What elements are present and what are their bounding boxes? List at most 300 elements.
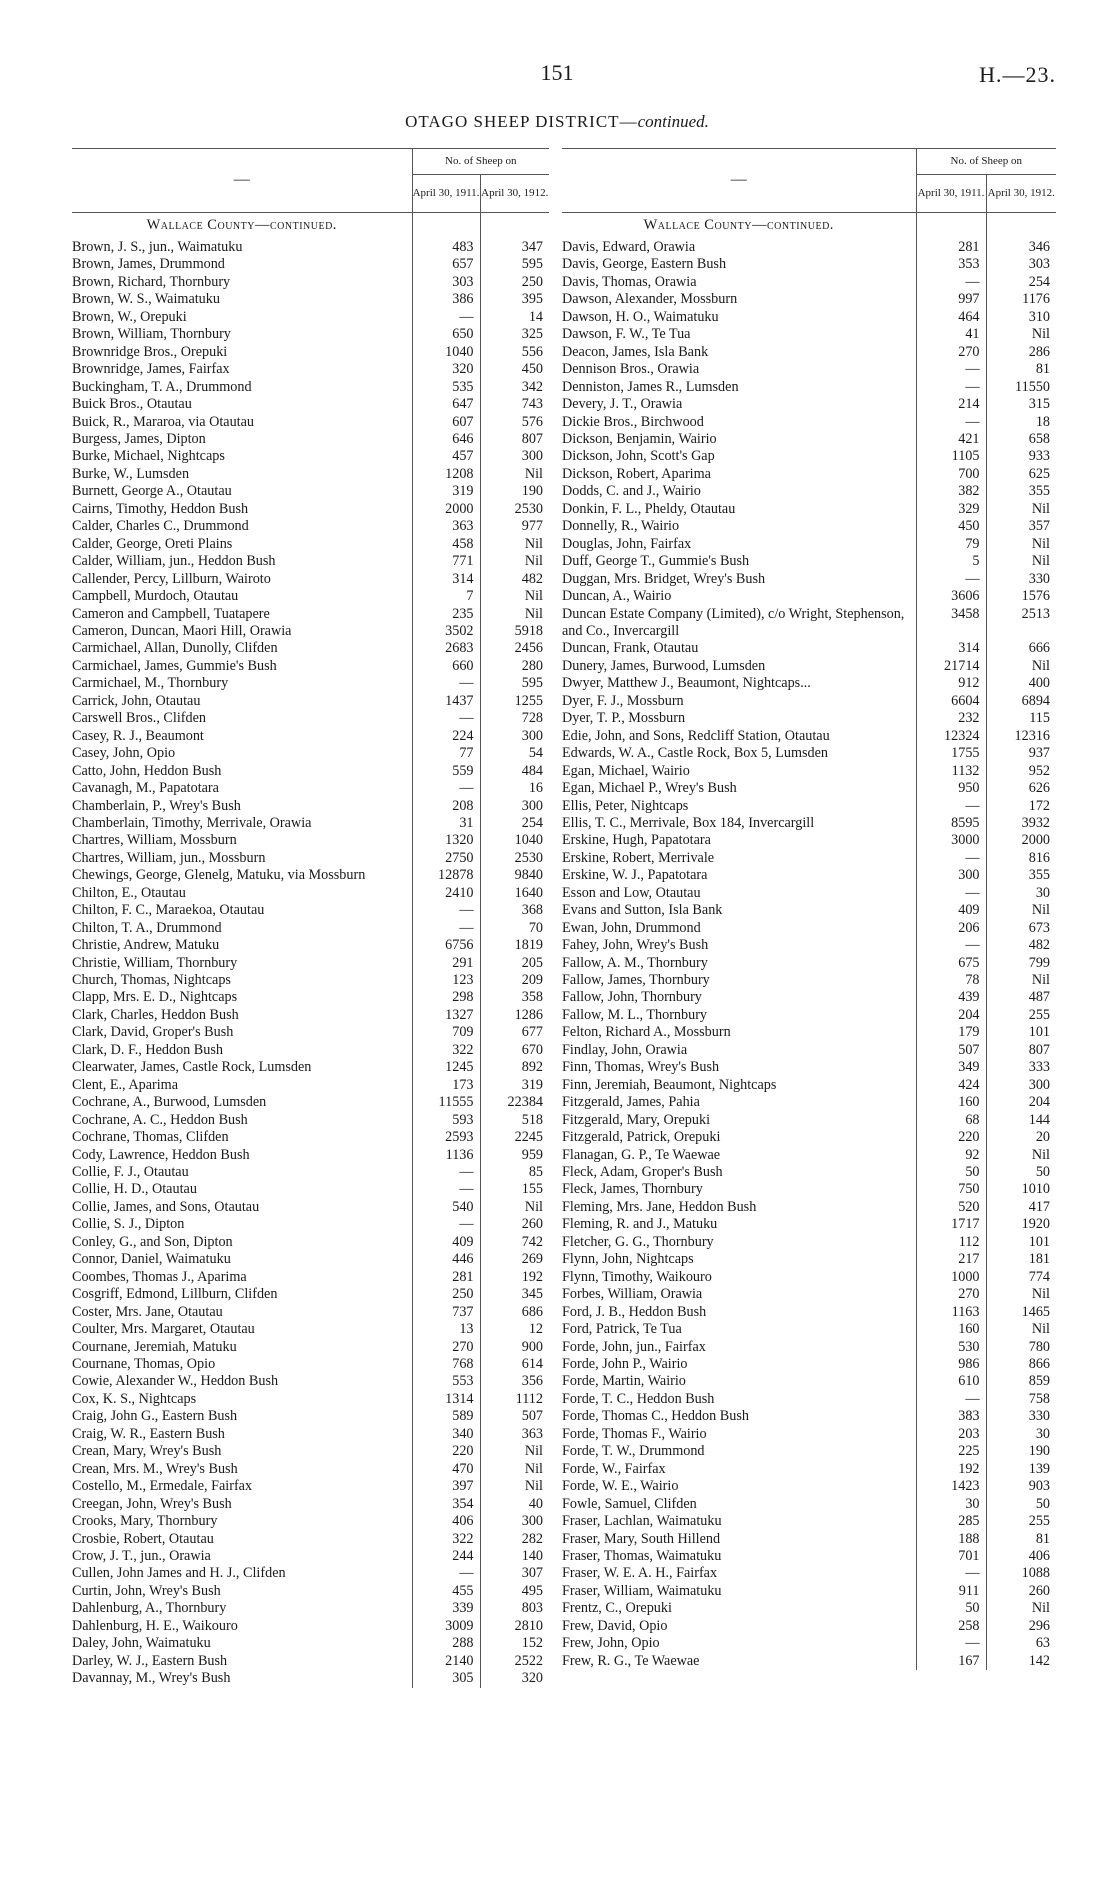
sheep-1911-cell: 204 — [916, 1007, 986, 1024]
holder-name-cell — [562, 466, 916, 483]
holder-name-cell — [72, 832, 412, 849]
table-row — [72, 606, 549, 623]
sheep-1911-cell: 450 — [916, 518, 986, 535]
sheep-1911-cell: 2683 — [412, 640, 480, 657]
sheep-1911-cell: 78 — [916, 972, 986, 989]
holder-name: Calder, William, jun., Heddon Bush — [72, 553, 279, 569]
table-row — [72, 1583, 549, 1600]
holder-name: Cowie, Alexander W., Heddon Bush — [72, 1373, 281, 1389]
sheep-1911-cell: — — [412, 1565, 480, 1582]
sheep-1912-cell: 172 — [986, 798, 1056, 815]
holder-name: Donnelly, R., Wairio — [562, 518, 682, 534]
table-row — [72, 850, 549, 867]
sheep-1911-cell: 220 — [916, 1129, 986, 1146]
holder-name: Collie, James, and Sons, Otautau — [72, 1199, 262, 1215]
name-header: — — [233, 171, 250, 189]
table-row — [562, 553, 1056, 570]
sheep-1912-cell: 40 — [480, 1496, 549, 1513]
holder-name-cell — [562, 553, 916, 570]
sheep-1911-cell: 535 — [412, 379, 480, 396]
holder-name: Dyer, T. P., Mossburn — [562, 710, 688, 726]
holder-name-cell — [562, 1565, 916, 1582]
holder-name-cell — [562, 501, 916, 518]
sheep-1911-cell: 50 — [916, 1164, 986, 1181]
sheep-1911-cell: 911 — [916, 1583, 986, 1600]
holder-name: Ford, J. B., Heddon Bush — [562, 1304, 709, 1320]
sheep-1911-cell: 217 — [916, 1251, 986, 1268]
sheep-1912-cell: 300 — [480, 1513, 549, 1530]
name-header: — — [730, 171, 747, 189]
holder-name: Erskine, W. J., Papatotara — [562, 867, 710, 883]
holder-name: Frentz, C., Orepuki — [562, 1600, 675, 1616]
sheep-1912-cell: Nil — [480, 536, 549, 553]
sheep-1912-cell: 799 — [986, 955, 1056, 972]
table-row — [72, 815, 549, 832]
sheep-1911-cell: 1163 — [916, 1304, 986, 1321]
table-row — [562, 1304, 1056, 1321]
holder-name: Frew, David, Opio — [562, 1618, 670, 1634]
table-row — [72, 902, 549, 919]
sheep-1911-cell: 179 — [916, 1024, 986, 1041]
sheep-1911-cell: 339 — [412, 1600, 480, 1617]
sheep-1911-cell: 464 — [916, 309, 986, 326]
sheep-1912-cell: 933 — [986, 448, 1056, 465]
holder-name: Fraser, W. E. A. H., Fairfax — [562, 1565, 720, 1581]
holder-name: Ellis, T. C., Merrivale, Box 184, Invercargill — [562, 815, 817, 831]
table-row — [562, 1496, 1056, 1513]
sheep-1912-cell: 356 — [480, 1373, 549, 1390]
holder-name: Fallow, M. L., Thornbury — [562, 1007, 710, 1023]
table-row — [72, 431, 549, 448]
sheep-1911-cell: 701 — [916, 1548, 986, 1565]
holder-name: Dahlenburg, H. E., Waikouro — [72, 1618, 241, 1634]
table-row — [72, 1251, 549, 1268]
holder-name: Collie, H. D., Otautau — [72, 1181, 200, 1197]
sheep-1911-cell: — — [916, 361, 986, 378]
table-row — [72, 745, 549, 762]
table-row — [562, 536, 1056, 553]
holder-name-cell — [562, 972, 916, 989]
sheep-1911-cell: 421 — [916, 431, 986, 448]
sheep-1911-cell: 646 — [412, 431, 480, 448]
sheep-1911-cell: 160 — [916, 1094, 986, 1111]
table-row — [72, 1024, 549, 1041]
table-row — [562, 780, 1056, 797]
holder-name: Callender, Percy, Lillburn, Wairoto — [72, 571, 274, 587]
sheep-1912-cell: 495 — [480, 1583, 549, 1600]
sheep-1911-cell: 208 — [412, 798, 480, 815]
holder-name: Dickie Bros., Birchwood — [562, 414, 707, 430]
holder-name: Carmichael, James, Gummie's Bush — [72, 658, 280, 674]
table-row — [72, 1461, 549, 1478]
holder-name-cell — [72, 309, 412, 326]
sheep-1911-cell: 593 — [412, 1112, 480, 1129]
sheep-1911-cell: 11555 — [412, 1094, 480, 1111]
holder-name-cell — [72, 361, 412, 378]
holder-name: Findlay, John, Orawia — [562, 1042, 690, 1058]
table-row — [562, 1391, 1056, 1408]
table-row — [72, 291, 549, 308]
holder-name: Fowle, Samuel, Clifden — [562, 1496, 700, 1512]
holder-name: Denniston, James R., Lumsden — [562, 379, 742, 395]
table-row — [72, 1094, 549, 1111]
table-row — [72, 623, 549, 640]
sheep-1912-cell: 319 — [480, 1077, 549, 1094]
sheep-1911-cell: 455 — [412, 1583, 480, 1600]
holder-name-cell — [562, 588, 916, 605]
table-row — [72, 1373, 549, 1390]
holder-name-cell — [72, 640, 412, 657]
holder-name: Carswell Bros., Clifden — [72, 710, 209, 726]
sheep-1911-cell: 540 — [412, 1199, 480, 1216]
table-row — [562, 867, 1056, 884]
table-row — [562, 431, 1056, 448]
holder-name: Finn, Jeremiah, Beaumont, Nightcaps — [562, 1077, 779, 1093]
sheep-1911-cell: 232 — [916, 710, 986, 727]
holder-name: Fallow, James, Thornbury — [562, 972, 713, 988]
sheep-1911-cell: 1755 — [916, 745, 986, 762]
holder-name: Fraser, William, Waimatuku — [562, 1583, 725, 1599]
sheep-1911-cell: 3000 — [916, 832, 986, 849]
sheep-1912-cell: Nil — [986, 1600, 1056, 1617]
sheep-1912-cell: 742 — [480, 1234, 549, 1251]
holder-name-cell — [562, 1443, 916, 1460]
holder-name-cell — [562, 937, 916, 954]
holder-name: Brown, J. S., jun., Waimatuku — [72, 239, 245, 255]
section-heading: Wallace County—continued. — [146, 217, 337, 233]
holder-name: Dyer, F. J., Mossburn — [562, 693, 687, 709]
sheep-1912-cell: 155 — [480, 1181, 549, 1198]
sheep-1912-cell: 1255 — [480, 693, 549, 710]
col-1912-header: April 30, 1912. — [480, 175, 549, 213]
sheep-1911-cell: 79 — [916, 536, 986, 553]
table-row — [562, 1600, 1056, 1617]
sheep-1912-cell: 6894 — [986, 693, 1056, 710]
holder-name-cell — [72, 798, 412, 815]
holder-name-cell — [72, 1321, 412, 1338]
sheep-1911-cell: — — [412, 780, 480, 797]
table-row — [72, 1304, 549, 1321]
table-row — [72, 1391, 549, 1408]
sheep-1911-cell: 1132 — [916, 763, 986, 780]
holder-name-cell — [562, 1478, 916, 1495]
page-number: 151 — [540, 60, 574, 85]
table-row — [562, 850, 1056, 867]
sheep-count-header: No. of Sheep on — [916, 149, 1056, 175]
holder-name-cell — [562, 693, 916, 710]
sheep-1911-cell: — — [412, 1216, 480, 1233]
sheep-1912-cell: 363 — [480, 1426, 549, 1443]
table-row — [72, 989, 549, 1006]
sheep-1912-cell: 595 — [480, 675, 549, 692]
holder-name: Brown, W., Orepuki — [72, 309, 190, 325]
holder-name: Davis, George, Eastern Bush — [562, 256, 729, 272]
holder-name-cell — [562, 798, 916, 815]
sheep-1912-cell: 101 — [986, 1024, 1056, 1041]
holder-name: Clent, E., Aparima — [72, 1077, 181, 1093]
table-row — [562, 1042, 1056, 1059]
table-row — [562, 728, 1056, 745]
sheep-1911-cell: 507 — [916, 1042, 986, 1059]
sheep-1912-cell: 3932 — [986, 815, 1056, 832]
right-column — [562, 148, 1056, 1670]
holder-name-cell — [562, 518, 916, 535]
table-row — [72, 274, 549, 291]
title-continued: continued. — [637, 112, 709, 131]
holder-name-cell — [562, 1216, 916, 1233]
holder-name-cell — [72, 885, 412, 902]
holder-name: Chamberlain, Timothy, Merrivale, Orawia — [72, 815, 314, 831]
table-row — [72, 1548, 549, 1565]
holder-name-cell — [72, 815, 412, 832]
sheep-1912-cell: 190 — [986, 1443, 1056, 1460]
holder-name: Cox, K. S., Nightcaps — [72, 1391, 199, 1407]
table-row — [562, 815, 1056, 832]
holder-name-cell — [562, 1426, 916, 1443]
sheep-1912-cell: 892 — [480, 1059, 549, 1076]
holder-name-cell — [562, 326, 916, 343]
holder-name: Clearwater, James, Castle Rock, Lumsden — [72, 1059, 314, 1075]
holder-name-cell — [562, 850, 916, 867]
sheep-1912-cell: 255 — [986, 1007, 1056, 1024]
sheep-1911-cell: — — [412, 1181, 480, 1198]
holder-name-cell — [562, 1042, 916, 1059]
holder-name-cell — [562, 1269, 916, 1286]
sheep-1912-cell: 482 — [480, 571, 549, 588]
holder-name: Dodds, C. and J., Wairio — [562, 483, 704, 499]
sheep-1912-cell: 1286 — [480, 1007, 549, 1024]
sheep-1911-cell: 305 — [412, 1670, 480, 1687]
holder-name-cell — [562, 832, 916, 849]
table-row — [562, 1531, 1056, 1548]
holder-name-cell — [72, 1635, 412, 1652]
sheep-1911-cell: 1208 — [412, 466, 480, 483]
holder-name-cell — [562, 955, 916, 972]
sheep-1912-cell: 1819 — [480, 937, 549, 954]
holder-name-cell — [72, 1670, 412, 1687]
sheep-1912-cell: Nil — [986, 1321, 1056, 1338]
sheep-1911-cell: — — [412, 309, 480, 326]
holder-name-cell — [562, 1600, 916, 1617]
holder-name-cell — [562, 728, 916, 745]
holder-name-cell — [72, 1653, 412, 1670]
sheep-1911-cell: — — [916, 274, 986, 291]
sheep-1912-cell: 859 — [986, 1373, 1056, 1390]
sheep-1912-cell: 952 — [986, 763, 1056, 780]
sheep-1912-cell: 342 — [480, 379, 549, 396]
holder-name: Edie, John, and Sons, Redcliff Station, Otautau — [562, 728, 833, 744]
sheep-1912-cell: 903 — [986, 1478, 1056, 1495]
table-row — [72, 885, 549, 902]
holder-name-cell — [562, 1077, 916, 1094]
holder-name: Frew, John, Opio — [562, 1635, 663, 1651]
holder-name-cell — [562, 1147, 916, 1164]
sheep-1911-cell: 397 — [412, 1478, 480, 1495]
sheep-1912-cell: 16 — [480, 780, 549, 797]
sheep-1912-cell: 30 — [986, 1426, 1056, 1443]
sheep-1912-cell: 20 — [986, 1129, 1056, 1146]
sheep-1912-cell: 625 — [986, 466, 1056, 483]
table-row — [72, 1565, 549, 1582]
table-row — [72, 501, 549, 518]
sheep-1911-cell: 21714 — [916, 658, 986, 675]
sheep-1911-cell: 258 — [916, 1618, 986, 1635]
holder-name: Ewan, John, Drummond — [562, 920, 704, 936]
holder-name-cell — [562, 1304, 916, 1321]
holder-name: Dahlenburg, A., Thornbury — [72, 1600, 229, 1616]
holder-name: Conley, G., and Son, Dipton — [72, 1234, 236, 1250]
holder-name: Forbes, William, Orawia — [562, 1286, 705, 1302]
sheep-1911-cell: 737 — [412, 1304, 480, 1321]
holder-name: Fletcher, G. G., Thornbury — [562, 1234, 717, 1250]
holder-name: Burgess, James, Dipton — [72, 431, 209, 447]
holder-name-cell — [72, 1042, 412, 1059]
sheep-1911-cell: 986 — [916, 1356, 986, 1373]
sheep-1912-cell: 12316 — [986, 728, 1056, 745]
sheep-1912-cell: Nil — [480, 1461, 549, 1478]
table-row — [562, 937, 1056, 954]
sheep-1912-cell: 900 — [480, 1339, 549, 1356]
holder-name: Forde, John P., Wairio — [562, 1356, 691, 1372]
holder-name: Cochrane, A., Burwood, Lumsden — [72, 1094, 269, 1110]
table-row — [72, 344, 549, 361]
holder-name-cell — [562, 1112, 916, 1129]
holder-name: Crosbie, Robert, Otautau — [72, 1531, 217, 1547]
sheep-1912-cell: 355 — [986, 483, 1056, 500]
sheep-1911-cell: 329 — [916, 501, 986, 518]
table-row — [72, 571, 549, 588]
holder-name-cell — [72, 1216, 412, 1233]
sheep-1911-cell: 610 — [916, 1373, 986, 1390]
sheep-1911-cell: 446 — [412, 1251, 480, 1268]
sheep-1911-cell: 291 — [412, 955, 480, 972]
sheep-1912-cell: 81 — [986, 1531, 1056, 1548]
sheep-1911-cell: 8595 — [916, 815, 986, 832]
sheep-1912-cell: 673 — [986, 920, 1056, 937]
holder-name: Ellis, Peter, Nightcaps — [562, 798, 691, 814]
sheep-1912-cell: 626 — [986, 780, 1056, 797]
table-row — [562, 1199, 1056, 1216]
sheep-1911-cell: 270 — [916, 344, 986, 361]
table-row — [72, 1147, 549, 1164]
table-row — [562, 832, 1056, 849]
sheep-1911-cell: 2750 — [412, 850, 480, 867]
table-row — [562, 448, 1056, 465]
table-row — [562, 1077, 1056, 1094]
table-row — [72, 640, 549, 657]
table-row — [562, 885, 1056, 902]
holder-name-cell — [72, 466, 412, 483]
holder-name: Chilton, E., Otautau — [72, 885, 189, 901]
holder-name-cell — [562, 1496, 916, 1513]
col-1912-header: April 30, 1912. — [986, 175, 1056, 213]
holder-name: Forde, John, jun., Fairfax — [562, 1339, 709, 1355]
holder-name: Carrick, John, Otautau — [72, 693, 203, 709]
sheep-1911-cell: 553 — [412, 1373, 480, 1390]
table-row — [72, 867, 549, 884]
sheep-1911-cell: 349 — [916, 1059, 986, 1076]
sheep-1912-cell: 190 — [480, 483, 549, 500]
holder-name: Clark, D. F., Heddon Bush — [72, 1042, 226, 1058]
holder-name-cell — [562, 1007, 916, 1024]
holder-name: Cameron and Campbell, Tuatapere — [72, 606, 273, 622]
sheep-1911-cell: 383 — [916, 1408, 986, 1425]
holder-name: Daley, John, Waimatuku — [72, 1635, 214, 1651]
table-row — [562, 1164, 1056, 1181]
sheep-1912-cell: 209 — [480, 972, 549, 989]
table-row — [72, 1618, 549, 1635]
sheep-1911-cell: 409 — [412, 1234, 480, 1251]
sheep-1911-cell: 41 — [916, 326, 986, 343]
sheep-1911-cell: — — [916, 414, 986, 431]
table-row — [72, 658, 549, 675]
sheep-1911-cell: — — [916, 885, 986, 902]
holder-name: Forde, Thomas C., Heddon Bush — [562, 1408, 752, 1424]
table-row — [72, 361, 549, 378]
sheep-1911-cell: — — [412, 902, 480, 919]
sheep-1912-cell: 286 — [986, 344, 1056, 361]
holder-name-cell — [562, 902, 916, 919]
sheep-1912-cell: 1465 — [986, 1304, 1056, 1321]
table-row — [72, 763, 549, 780]
holder-name-cell — [562, 1339, 916, 1356]
holder-name-cell — [72, 850, 412, 867]
holder-name: Chilton, F. C., Maraekoa, Otautau — [72, 902, 267, 918]
table-row — [562, 972, 1056, 989]
holder-name-cell — [562, 1321, 916, 1338]
sheep-1911-cell: 382 — [916, 483, 986, 500]
holder-name: Clark, David, Groper's Bush — [72, 1024, 236, 1040]
table-row — [562, 1408, 1056, 1425]
holder-name: Coster, Mrs. Jane, Otautau — [72, 1304, 226, 1320]
holder-name: Fleming, R. and J., Matuku — [562, 1216, 720, 1232]
holder-name: Flynn, Timothy, Waikouro — [562, 1269, 715, 1285]
holder-name-cell — [72, 518, 412, 535]
sheep-1911-cell: 188 — [916, 1531, 986, 1548]
table-row — [72, 832, 549, 849]
holder-name-cell — [72, 483, 412, 500]
sheep-1912-cell: 269 — [480, 1251, 549, 1268]
sheep-1911-cell: 2593 — [412, 1129, 480, 1146]
holder-name: Christie, William, Thornbury — [72, 955, 240, 971]
holder-name-cell — [72, 1496, 412, 1513]
sheep-1912-cell: 142 — [986, 1653, 1056, 1670]
sheep-1911-cell: 647 — [412, 396, 480, 413]
sheep-1911-cell: — — [916, 850, 986, 867]
sheep-1911-cell: 1000 — [916, 1269, 986, 1286]
table-row — [562, 1129, 1056, 1146]
sheep-1911-cell: — — [916, 571, 986, 588]
holder-name-cell — [72, 1408, 412, 1425]
sheep-1912-cell: 670 — [480, 1042, 549, 1059]
table-row — [562, 1339, 1056, 1356]
table-row — [72, 1077, 549, 1094]
table-row — [562, 1461, 1056, 1478]
holder-name: Darley, W. J., Eastern Bush — [72, 1653, 230, 1669]
table-row — [72, 1112, 549, 1129]
table-row — [72, 1670, 549, 1687]
holder-name-cell — [72, 693, 412, 710]
sheep-1911-cell: 206 — [916, 920, 986, 937]
holder-name: Burke, W., Lumsden — [72, 466, 192, 482]
holder-name: Evans and Sutton, Isla Bank — [562, 902, 725, 918]
table-row — [562, 675, 1056, 692]
holder-name: Buick, R., Mararoa, via Otautau — [72, 414, 257, 430]
sheep-1912-cell: 780 — [986, 1339, 1056, 1356]
holder-name: Duff, George T., Gummie's Bush — [562, 553, 752, 569]
table-row — [562, 1356, 1056, 1373]
sheep-1911-cell: 123 — [412, 972, 480, 989]
